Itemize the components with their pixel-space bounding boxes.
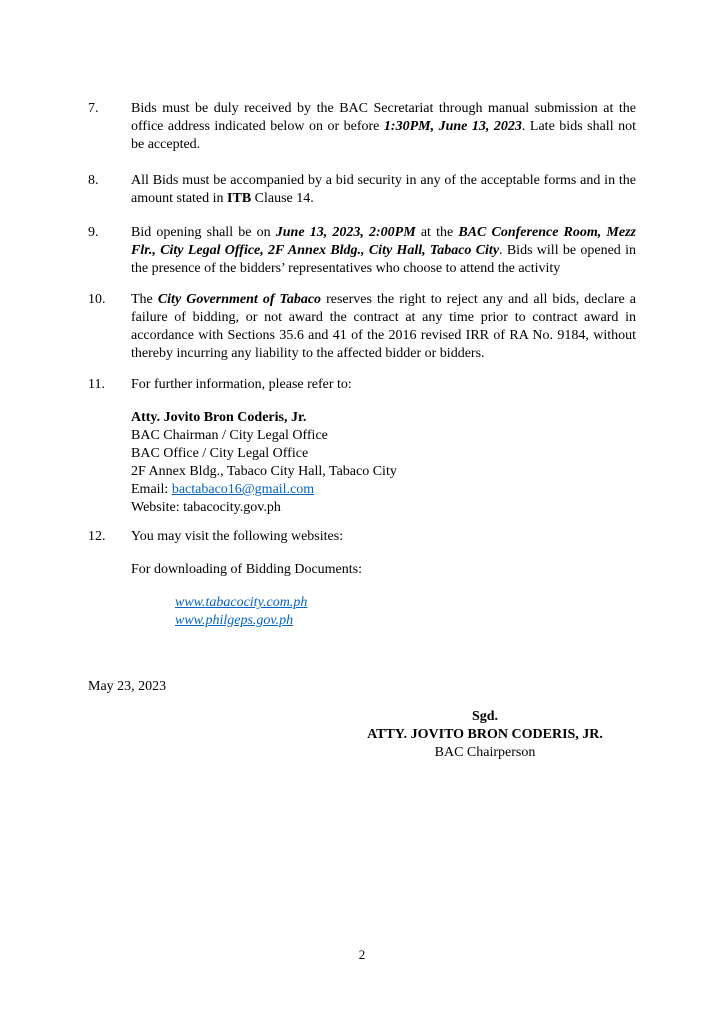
list-number-10: 10. [88, 292, 106, 307]
item8-seg3: Clause 14. [251, 191, 314, 206]
list-number-9: 9. [88, 225, 99, 240]
list-item-12 [88, 528, 636, 546]
item7-seg1: Bids must be duly received by the BAC Secretariat through manual submission at the office address indicated below on or before [131, 101, 636, 134]
list-item-8 [88, 172, 636, 208]
item10-seg3: reserves the right to reject any and all bids, declare a failure of bidding, or not award the contract at any time prior to contract award in accordance with Sections 35.6 and 41 of the 2016 revised IRR of RA No. 9184, without thereby incurring any liability to the affected bidder or bidders. [131, 292, 636, 361]
email-label: Email: [131, 482, 172, 497]
item8-itb: ITB [227, 191, 252, 206]
signatory-name: ATTY. JOVITO BRON CODERIS, JR. [367, 727, 603, 742]
downloads-heading: For downloading of Bidding Documents: [131, 562, 362, 577]
item7-deadline: 1:30PM, June 13, 2023 [383, 119, 522, 134]
list-number-7: 7. [88, 101, 99, 116]
list-item-9 [88, 224, 636, 278]
list-item-9-text [131, 224, 636, 278]
list-number-8: 8. [88, 173, 99, 188]
document-date: May 23, 2023 [88, 679, 167, 694]
tabacocity-link[interactable]: www.tabacocity.com.ph [175, 595, 308, 610]
item9-seg3: at the [415, 225, 459, 240]
website-value: tabacocity.gov.ph [183, 500, 281, 515]
philgeps-link-line [175, 612, 635, 630]
website-label: Website: [131, 500, 184, 515]
signature-block [335, 708, 635, 762]
item9-seg5: . Bids will be opened in the presence of the bidders’ representatives who choose to attend the activity [131, 243, 636, 276]
contact-email-line [131, 481, 636, 499]
contact-office: BAC Office / City Legal Office [131, 446, 309, 461]
tabacocity-link-line [175, 594, 635, 612]
contact-address: 2F Annex Bldg., Tabaco City Hall, Tabaco City [131, 464, 397, 479]
list-item-12-text: You may visit the following websites: [131, 529, 344, 544]
list-item-7 [88, 100, 636, 154]
list-number-11: 11. [88, 377, 105, 392]
item10-entity: City Government of Tabaco [157, 292, 322, 307]
contact-position: BAC Chairman / City Legal Office [131, 428, 328, 443]
list-number-12: 12. [88, 529, 106, 544]
list-item-8-text [131, 172, 636, 208]
item7-seg3: . Late bids shall not be accepted. [131, 119, 636, 152]
philgeps-link[interactable]: www.philgeps.gov.ph [175, 613, 294, 628]
signatory-title: BAC Chairperson [434, 745, 536, 760]
list-item-7-text [131, 100, 636, 154]
item8-seg1: All Bids must be accompanied by a bid security in any of the acceptable forms and in the amount stated in [131, 173, 636, 206]
contact-name: Atty. Jovito Bron Coderis, Jr. [131, 410, 307, 425]
page-number: 2 [358, 947, 366, 962]
list-item-11-text: For further information, please refer to: [131, 377, 352, 392]
list-item-10-text [131, 291, 636, 363]
list-item-10 [88, 291, 636, 363]
item10-seg1: The [131, 292, 158, 307]
sgd-label: Sgd. [471, 709, 499, 724]
item9-venue: BAC Conference Room, Mezz Flr., City Legal Office, 2F Annex Bldg., City Hall, Tabaco City [131, 225, 636, 258]
download-links [175, 594, 635, 630]
email-link[interactable]: bactabaco16@gmail.com [171, 482, 315, 497]
contact-block [131, 409, 636, 517]
item9-seg1: Bid opening shall be on [131, 225, 276, 240]
item9-opening-datetime: June 13, 2023, 2:00PM [275, 225, 416, 240]
contact-website-line [131, 499, 636, 517]
list-item-11 [88, 376, 636, 394]
